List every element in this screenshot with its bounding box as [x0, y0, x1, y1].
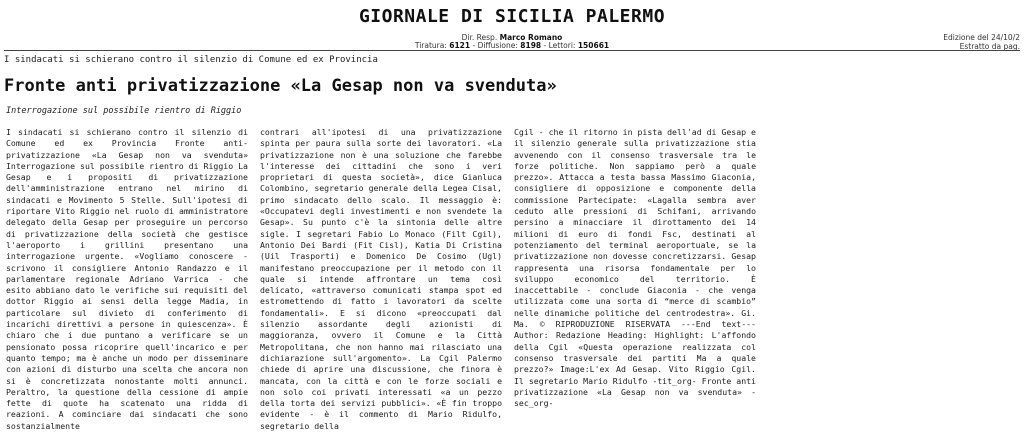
article-body: [6, 127, 1012, 431]
article-column-1: I sindacati si schierano contro il silenzio di Comune ed ex Provincia Fronte anti-privatizzazione «La Gesap non va svenduta» Interrogazione sul possibile rientro di Riggio La Gesap e i propositi di privatizzazione dell'amministrazione entrano nel mirino di sindacati e Movimento 5 Stelle. Sull'ipotesi di riportare Vito Riggio nel ruolo di amministratore delegato della Gesap per proseguire un percorso di privatizzazione della società che gestisce l'aeroporto i grillini presentano una interrogazione urgente. «Vogliamo conoscere - scrivono il consigliere Antonio Randazzo e il parlamentare regionale Adriano Varrica - che esito abbiano dato le verifiche sui requisiti del dottor Riggio ai sensi della legge Madia, in particolare sul divieto di conferimento di incarichi direttivi a persone in quiescenza». È chiaro che i due puntano a verificare se un pensionato possa ricoprire quell'incarico e per quanto tempo; ma è anche un modo per disseminare con azioni di disturbo una scelta che ancora non si è concretizzata nonostante molti annunci. Peraltro, la questione della cessione di ampie fette di quote ha scatenato una ridda di reazioni. A cominciare dai sindacati che sono sostanzialmente: [6, 127, 248, 431]
newspaper-title: GIORNALE DI SICILIA PALERMO: [358, 6, 666, 27]
edition-date: Edizione del 24/10/2: [943, 33, 1020, 42]
tiratura-label: Tiratura:: [414, 41, 447, 50]
lettori-value: 150661: [577, 41, 610, 50]
extract-page: Estratto da pag.: [959, 42, 1020, 51]
lettori-label: - Lettori:: [543, 41, 576, 50]
director-label: Dir. Resp.: [461, 33, 498, 42]
circulation-line: [0, 41, 1024, 50]
article-column-2: contrari all'ipotesi di una privatizzazione spinta per paura sulla sorte dei lavoratori. «La privatizzazione non è una soluzione che farebbe l'interesse dei cittadini che sono i veri proprietari di questa società», dice Gianluca Colombino, segretario generale della Legea Cisal, primo sindacato dello scalo. Il messaggio è: «Occupatevi degli investimenti e non svendete la Gesap». Su punto c'è la sintonia delle altre sigle. I segretari Fabio Lo Monaco (Filt Cgil), Antonio Dei Bardi (Fit Cisl), Katia Di Cristina (Uil Trasporti) e Domenico De Cosimo (Ugl) manifestano preoccupazione per il metodo con il quale si intende affrontare un tema così delicato, «attraverso comunicati stampa spot ed estromettendo di fatto i lavoratori da scelte fondamentali». E si dicono «preoccupati dal silenzio assordante degli azionisti di maggioranza, ovvero il Comune e la Città Metropolitana, che non hanno mai rilasciato una dichiarazione sull'argomento». La Cgil Palermo chiede di aprire una discussione, che finora è mancata, con la città e con le forze sociali e non solo coi privati interessati «a un pezzo della torta dei servizi pubblici». «È fin troppo evidente - è il commento di Mario Ridulfo, segretario della: [260, 127, 502, 431]
article-subtitle: Interrogazione sul possibile rientro di Riggio: [6, 106, 242, 116]
diffusione-value: 8198: [520, 41, 542, 50]
article-headline: Fronte anti privatizzazione «La Gesap non va svenduta»: [4, 76, 557, 96]
edition-info: [943, 33, 1020, 51]
article-kicker: I sindacati si schierano contro il silenzio di Comune ed ex Provincia: [4, 55, 378, 65]
tiratura-value: 6121: [449, 41, 471, 50]
diffusione-label: - Diffusione:: [472, 41, 518, 50]
article-column-3: Cgil - che il ritorno in pista dell'ad di Gesap e il silenzio generale sulla privatizzazione stia avvenendo con il consenso trasversale tra le forze politiche. Non sappiamo però a quale prezzo». Attacca a testa bassa Massimo Giaconia, consigliere di opposizione e componente della commissione Partecipate: «Lagalla sembra aver ceduto alle pressioni di Schifani, arrivando persino a minacciare il dirottamento dei 14 milioni di euro di fondi Fsc, destinati al potenziamento del terminal aeroportuale, se la privatizzazione non dovesse concretizzarsi. Gesap rappresenta una risorsa fondamentale per lo sviluppo economico del territorio. È inaccettabile - conclude Giaconia - che venga utilizzata come una sorta di “merce di scambio” nelle dinamiche politiche del centrodestra». Gi. Ma. © RIPRODUZIONE RISERVATA ---End text--- Author: Redazione Heading: Highlight: L'affondo della Cgil «Questa operazione realizzata col consenso trasversale dei partiti Ma a quale prezzo?» Image:L'ex Ad Gesap. Vito Riggio Cgil. Il segretario Mario Ridulfo -tit_org- Fronte anti privatizzazione «La Gesap non va svenduta» -sec_org-: [514, 127, 756, 409]
header-divider: [4, 50, 1020, 51]
director-name: Marco Romano: [499, 33, 563, 42]
